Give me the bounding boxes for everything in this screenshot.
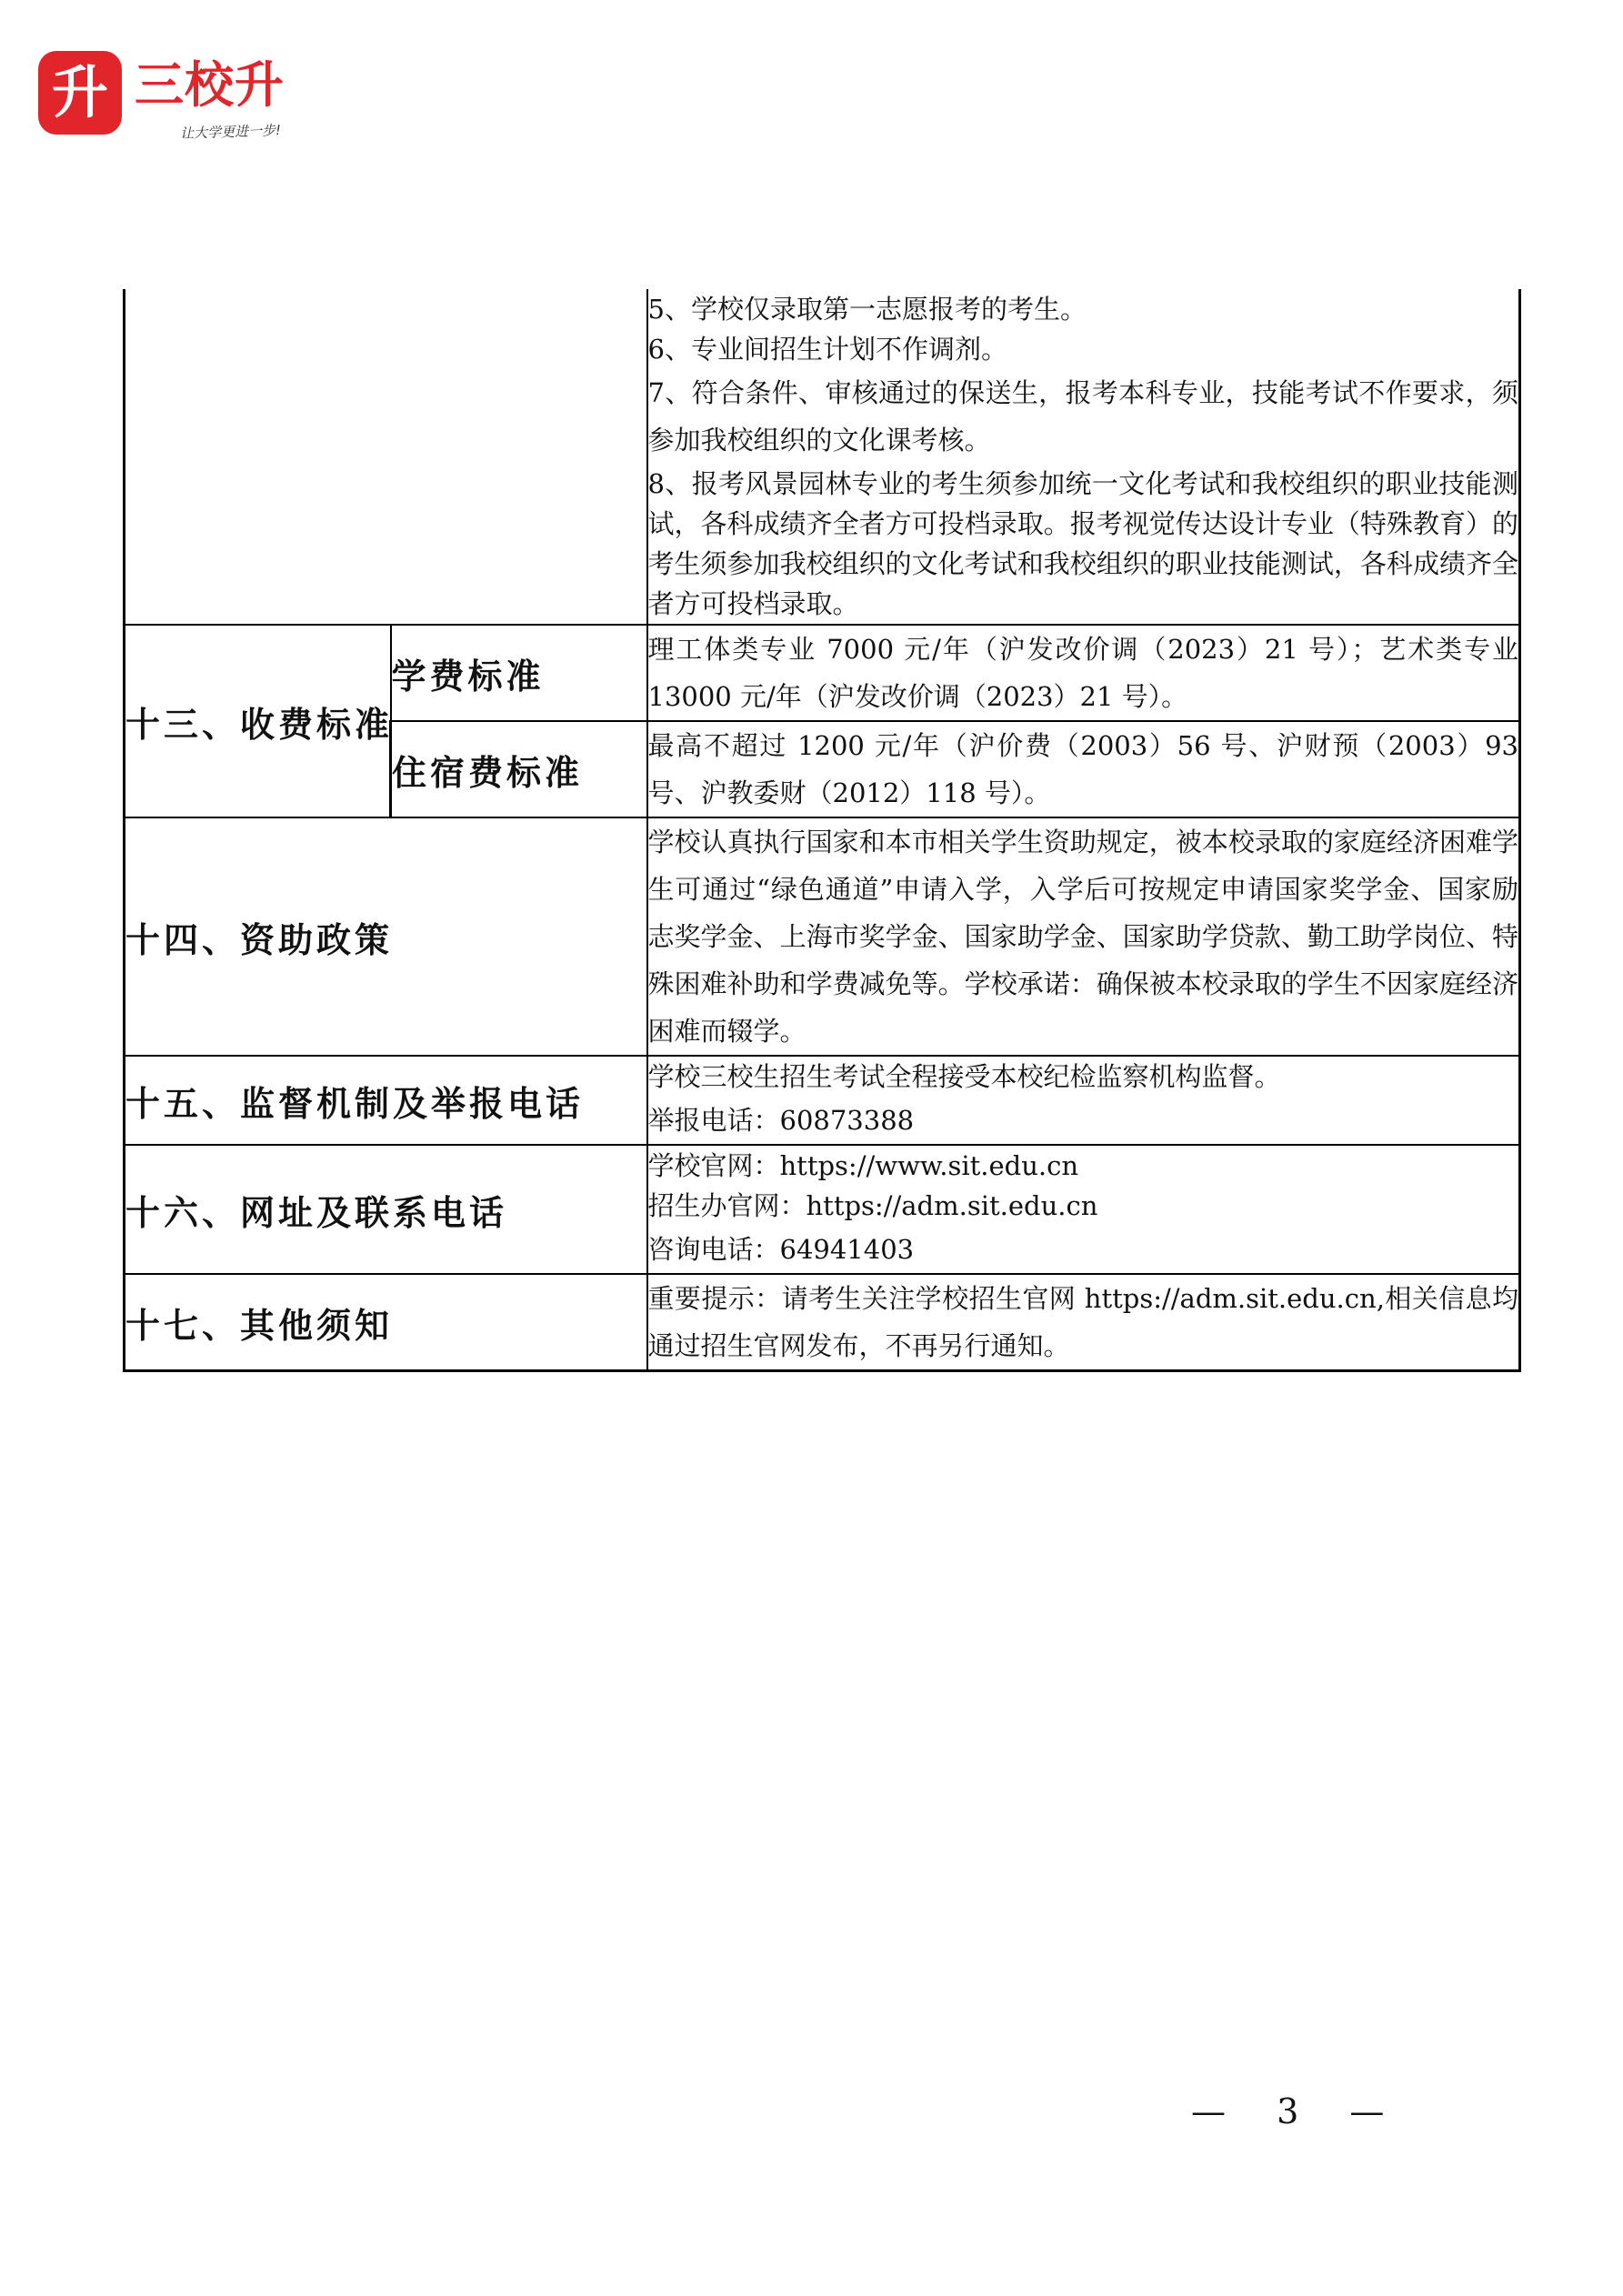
sec15-title: 十五、监督机制及举报电话: [125, 1056, 647, 1145]
sec16-title: 十六、网址及联系电话: [125, 1145, 647, 1274]
table-row: [125, 1274, 1520, 1371]
tuition-label: 学费标准: [391, 625, 647, 721]
table-row: [125, 1056, 1520, 1145]
item-6: 6、专业间招生计划不作调剂。: [647, 334, 1007, 365]
table-row: [125, 625, 1520, 721]
logo-name: 三校升: [135, 56, 285, 114]
sec17-title: 十七、其他须知: [125, 1274, 647, 1371]
logo: [35, 45, 307, 145]
sec14-text: 学校认真执行国家和本市相关学生资助规定，被本校录取的家庭经济困难学生可通过“绿色通道”申请入学，入学后可按规定申请国家奖学金、国家励志奖学金、上海市奖学金、国家助学金、国家助学贷款、勤工助学岗位、特殊困难补助和学费减免等。学校承诺：确保被本校录取的学生不因家庭经济困难而辍学。: [647, 817, 1520, 1056]
table-row: [125, 817, 1520, 1056]
lodging-label: 住宿费标准: [391, 721, 647, 817]
item-7: 7、符合条件、审核通过的保送生，报考本科专业，技能考试不作要求，须参加我校组织的文化课考核。: [647, 377, 1518, 456]
item-5: 5、学校仅录取第一志愿报考的考生。: [647, 294, 1087, 325]
sec17-text: 重要提示：请考生关注学校招生官网 https://adm.sit.edu.cn,相关信息均通过招生官网发布，不再另行通知。: [647, 1274, 1520, 1371]
sec16-text: [647, 1145, 1520, 1274]
item-8: 8、报考风景园林专业的考生须参加统一文化考试和我校组织的职业技能测试，各科成绩齐全者方可投档录取。报考视觉传达设计专业（特殊教育）的考生须参加我校组织的文化考试和我校组织的职业技能测试，各科成绩齐全者方可投档录取。: [647, 468, 1518, 619]
empty-header-cell: [125, 289, 647, 625]
tuition-text: 理工体类专业 7000 元/年（沪发改价调（2023）21 号）；艺术类专业 13000 元/年（沪发改价调（2023）21 号）。: [647, 625, 1520, 721]
lodging-text: 最高不超过 1200 元/年（沪价费（2003）56 号、沪财预（2003）93 号、沪教委财（2012）118 号）。: [647, 721, 1520, 817]
supervision-text: 学校三校生招生考试全程接受本校纪检监察机构监督。: [647, 1061, 1281, 1092]
logo-badge: 升: [38, 51, 122, 135]
table-row: [125, 1145, 1520, 1274]
admission-website: 招生办官网：https://adm.sit.edu.cn: [647, 1190, 1098, 1221]
page-number: — 3 —: [1191, 2091, 1405, 2131]
admission-table: [123, 289, 1521, 1372]
sec13-title: 十三、收费标准: [125, 625, 391, 817]
sec14-title: 十四、资助政策: [125, 817, 647, 1056]
report-phone: 举报电话：60873388: [647, 1105, 915, 1136]
items-continued-cell: [647, 289, 1520, 625]
table-row: [125, 289, 1520, 625]
sec15-text: [647, 1056, 1520, 1145]
school-website: 学校官网：https://www.sit.edu.cn: [647, 1150, 1079, 1181]
consult-phone: 咨询电话：64941403: [647, 1234, 915, 1265]
logo-slogan: 让大学更进一步!: [179, 122, 282, 142]
